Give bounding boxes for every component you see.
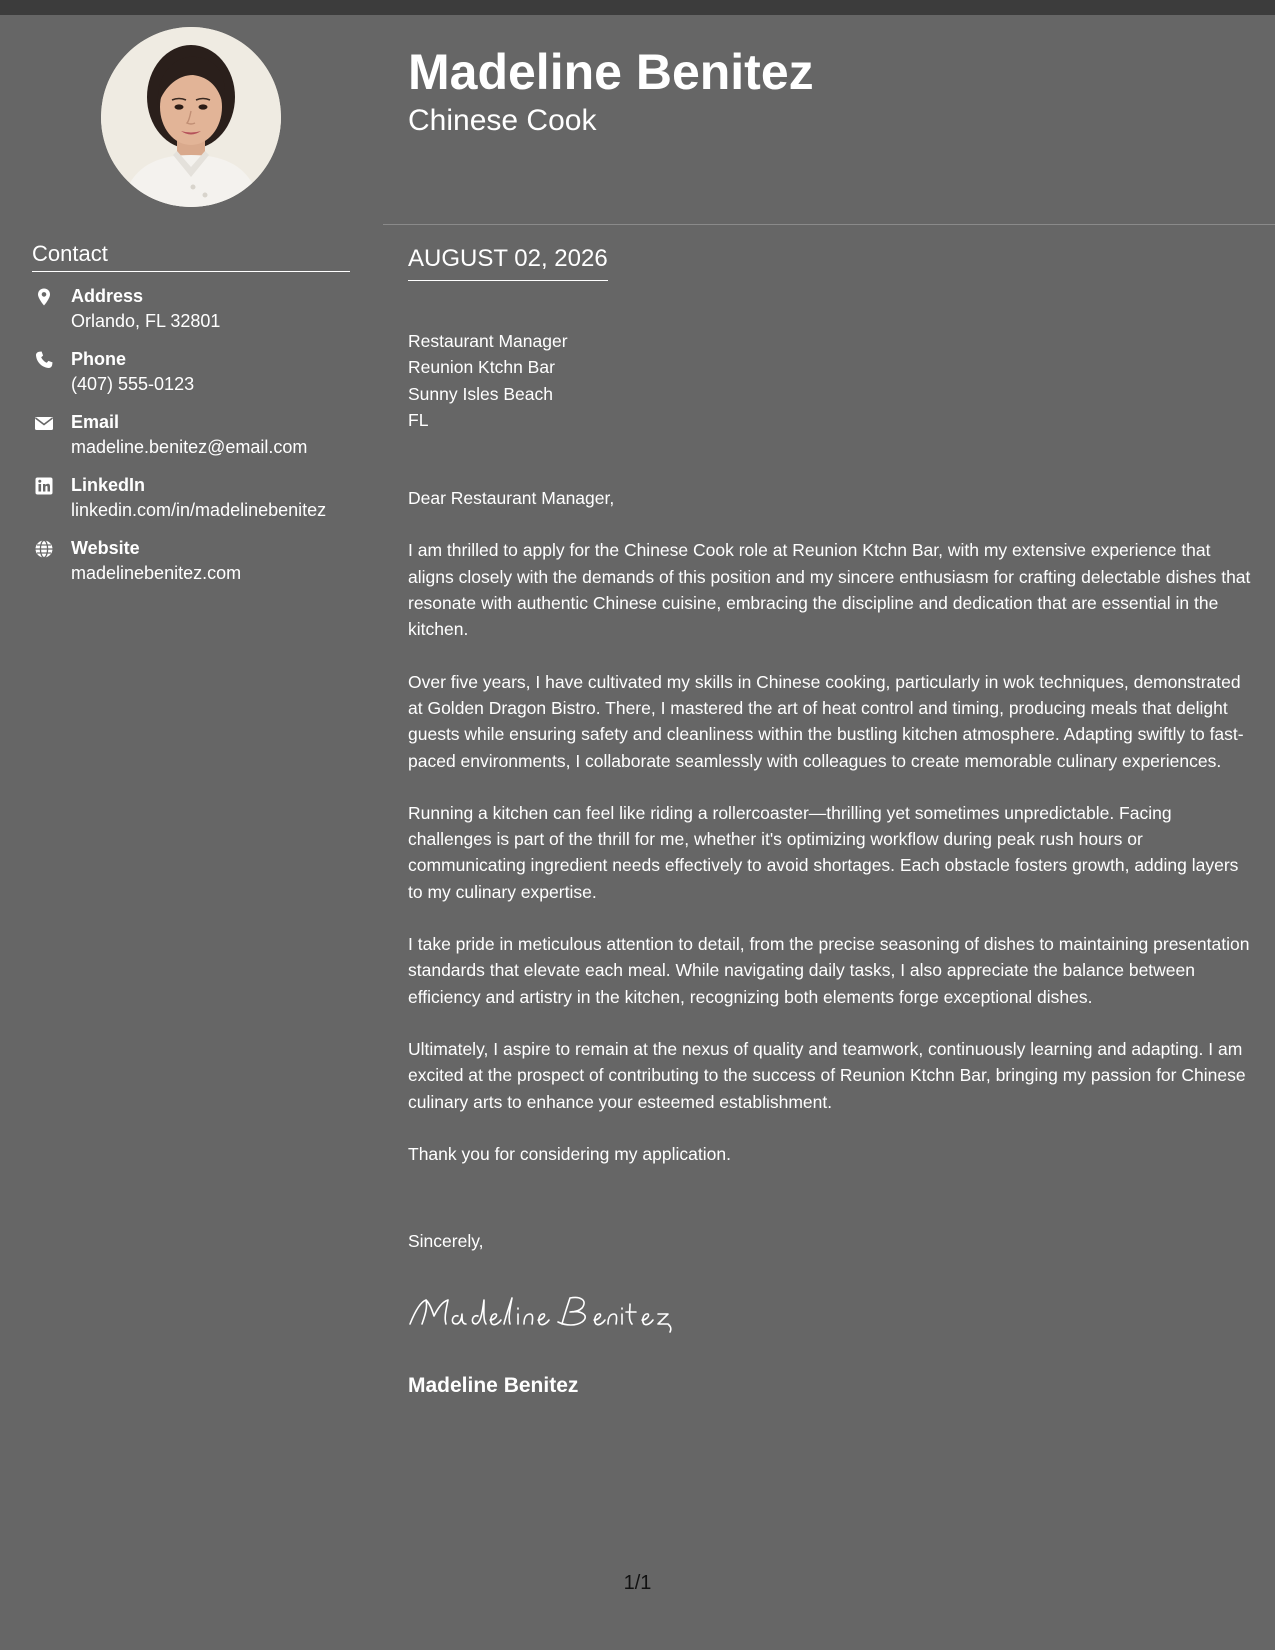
letter-paragraph: I take pride in meticulous attention to detail, from the precise seasoning of dishes to maintaining presentation standards that elevate each meal. While navigating daily tasks, I also appreciate the balance between efficiency and artistry in the kitchen, recognizing both elements forge exceptional dishes.	[408, 934, 1250, 1007]
contact-heading: Contact	[32, 240, 350, 272]
contact-item-website	[32, 536, 362, 599]
phone-value: (407) 555-0123	[71, 374, 195, 394]
contact-item-email	[32, 410, 362, 473]
salutation: Dear Restaurant Manager,	[408, 488, 615, 509]
envelope-icon	[34, 413, 54, 433]
contact-label: Address	[71, 286, 144, 306]
signer-name: Madeline Benitez	[408, 1374, 579, 1397]
email-value[interactable]: madeline.benitez@email.com	[71, 437, 308, 457]
contact-label: LinkedIn	[71, 475, 146, 495]
job-title: Chinese Cook	[408, 104, 597, 137]
recipient-line: Sunny Isles Beach	[408, 383, 553, 404]
letter-paragraph: I am thrilled to apply for the Chinese Cook role at Reunion Ktchn Bar, with my extensive experience that aligns closely with the demands of this position and my sincere enthusiasm for crafting delectable dishes that resonate with authentic Chinese cuisine, embracing the discipline and dedication that are essential in the kitchen.	[408, 540, 1251, 640]
top-bar	[0, 0, 1275, 15]
profile-photo	[101, 27, 281, 207]
closing: Sincerely,	[408, 1231, 484, 1251]
recipient-line: FL	[408, 409, 429, 430]
recipient-line: Reunion Ktchn Bar	[408, 357, 555, 378]
contact-label: Phone	[71, 349, 127, 369]
recipient-line: Restaurant Manager	[408, 331, 568, 351]
page-number: 1/1	[623, 1572, 652, 1594]
applicant-name: Madeline Benitez	[408, 44, 814, 100]
contact-item-address	[32, 284, 362, 347]
map-pin-icon	[34, 287, 54, 307]
contact-list	[32, 284, 362, 599]
letter-paragraph: Over five years, I have cultivated my skills in Chinese cooking, particularly in wok techniques, demonstrated at Golden Dragon Bistro. There, I mastered the art of heat control and timing, producing meals that delight guests while ensuring safety and cleanliness within the bustling kitchen atmosphere. Adapting swiftly to fast-paced environments, I collaborate seamlessly with colleagues to create memorable culinary experiences.	[408, 671, 1244, 771]
letter-paragraph: Thank you for considering my application.	[408, 1143, 731, 1164]
letter-paragraph: Running a kitchen can feel like riding a rollercoaster—thrilling yet sometimes unpredictable. Facing challenges is part of the thrill for me, whether it's optimizing workflow during peak rush hours or communicating ingredient needs effectively to avoid shortages. Each obstacle fosters growth, adding layers to my culinary expertise.	[408, 802, 1239, 902]
header-divider	[383, 224, 1275, 225]
contact-item-phone	[32, 347, 362, 410]
contact-label: Email	[71, 412, 120, 432]
contact-item-linkedin	[32, 473, 362, 536]
address-value: Orlando, FL 32801	[71, 311, 221, 331]
letter-date: AUGUST 02, 2026	[408, 244, 608, 281]
globe-icon	[34, 539, 54, 559]
avatar	[101, 27, 281, 207]
letter-paragraph: Ultimately, I aspire to remain at the nexus of quality and teamwork, continuously learning and adapting. I am excited at the prospect of contributing to the success of Reunion Ktchn Bar, bringing my passion for Chinese culinary arts to enhance your esteemed establishment.	[408, 1038, 1246, 1112]
phone-icon	[34, 350, 54, 370]
linkedin-icon	[34, 476, 54, 496]
linkedin-value[interactable]: linkedin.com/in/madelinebenitez	[71, 500, 327, 520]
website-value[interactable]: madelinebenitez.com	[71, 563, 242, 583]
contact-label: Website	[71, 538, 140, 558]
signature	[406, 1286, 686, 1346]
letter-body	[408, 302, 1253, 1193]
signature-drawing	[406, 1286, 686, 1346]
